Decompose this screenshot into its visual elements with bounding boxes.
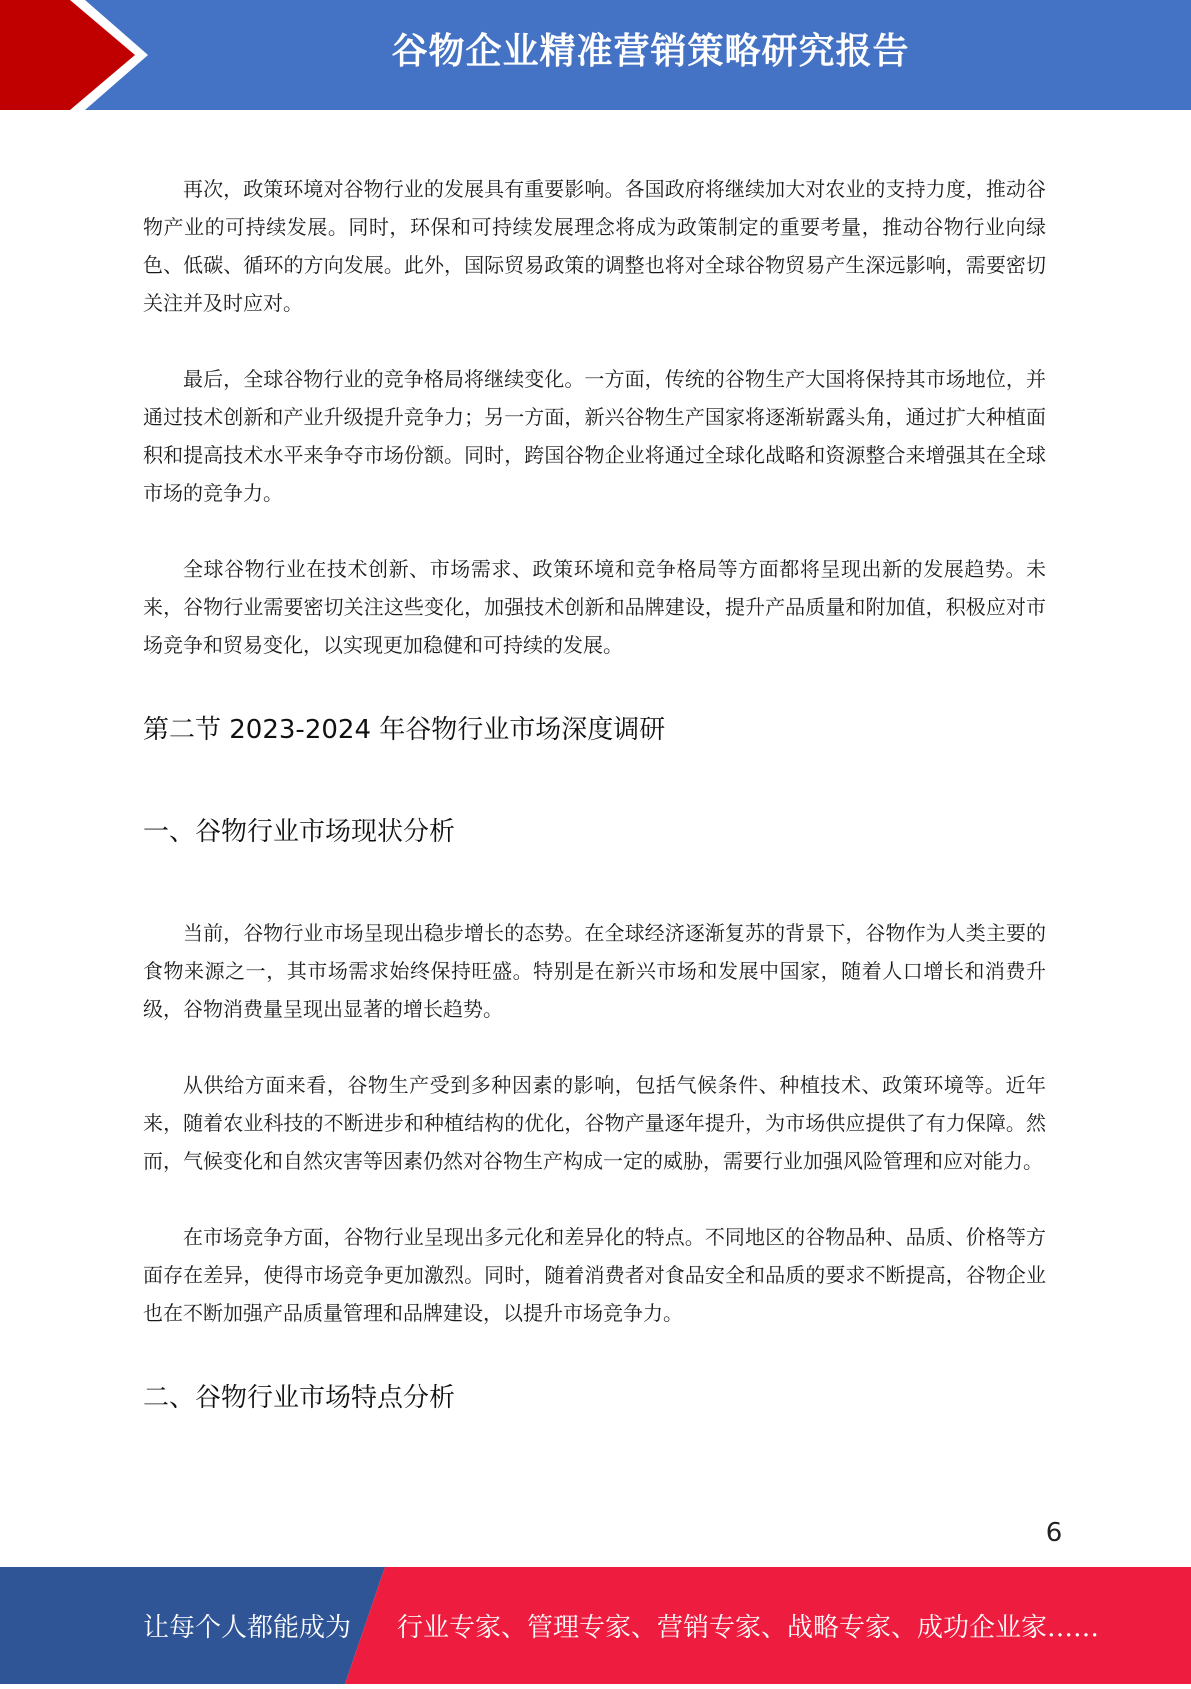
paragraph: 当前，谷物行业市场呈现出稳步增长的态势。在全球经济逐渐复苏的背景下，谷物作为人类主要的食物来源之一，其市场需求始终保持旺盛。特别是在新兴市场和发展中国家，随着人口增长和消费升级，谷物消费量呈现出显著的增长趋势。 [143,921,1046,1021]
chevron-arrow-icon [0,0,150,110]
page-content [143,170,1046,1418]
footer-banner [0,1567,1191,1684]
paragraph: 最后，全球谷物行业的竞争格局将继续变化。一方面，传统的谷物生产大国将保持其市场地位，并通过技术创新和产业升级提升竞争力；另一方面，新兴谷物生产国家将逐渐崭露头角，通过扩大种植面积和提高技术水平来争夺市场份额。同时，跨国谷物企业将通过全球化战略和资源整合来增强其在全球市场的竞争力。 [143,367,1046,505]
document-title: 谷物企业精准营销策略研究报告 [391,31,910,72]
section-heading: 第二节 2023-2024 年谷物行业市场深度调研 [143,715,666,745]
subsection-heading: 二、谷物行业市场特点分析 [143,1383,456,1413]
header-banner [0,0,1191,110]
paragraph: 全球谷物行业在技术创新、市场需求、政策环境和竞争格局等方面都将呈现出新的发展趋势。未来，谷物行业需要密切关注这些变化，加强技术创新和品牌建设，提升产品质量和附加值，积极应对市场竞争和贸易变化，以实现更加稳健和可持续的发展。 [143,557,1046,657]
subsection-heading: 一、谷物行业市场现状分析 [143,817,456,847]
page-number: 6 [1045,1518,1063,1548]
paragraph: 从供给方面来看，谷物生产受到多种因素的影响，包括气候条件、种植技术、政策环境等。近年来，随着农业科技的不断进步和种植结构的优化，谷物产量逐年提升，为市场供应提供了有力保障。然而，气候变化和自然灾害等因素仍然对谷物生产构成一定的威胁，需要行业加强风险管理和应对能力。 [143,1073,1046,1173]
footer-slogan-left: 让每个人都能成为 [143,1613,352,1643]
paragraph: 在市场竞争方面，谷物行业呈现出多元化和差异化的特点。不同地区的谷物品种、品质、价格等方面存在差异，使得市场竞争更加激烈。同时，随着消费者对食品安全和品质的要求不断提高，谷物企业也在不断加强产品质量管理和品牌建设，以提升市场竞争力。 [143,1225,1046,1325]
footer-slogan-right: 行业专家、管理专家、营销专家、战略专家、成功企业家…… [397,1613,1100,1643]
paragraph: 再次，政策环境对谷物行业的发展具有重要影响。各国政府将继续加大对农业的支持力度，推动谷物产业的可持续发展。同时，环保和可持续发展理念将成为政策制定的重要考量，推动谷物行业向绿色、低碳、循环的方向发展。此外，国际贸易政策的调整也将对全球谷物贸易产生深远影响，需要密切关注并及时应对。 [143,177,1046,315]
